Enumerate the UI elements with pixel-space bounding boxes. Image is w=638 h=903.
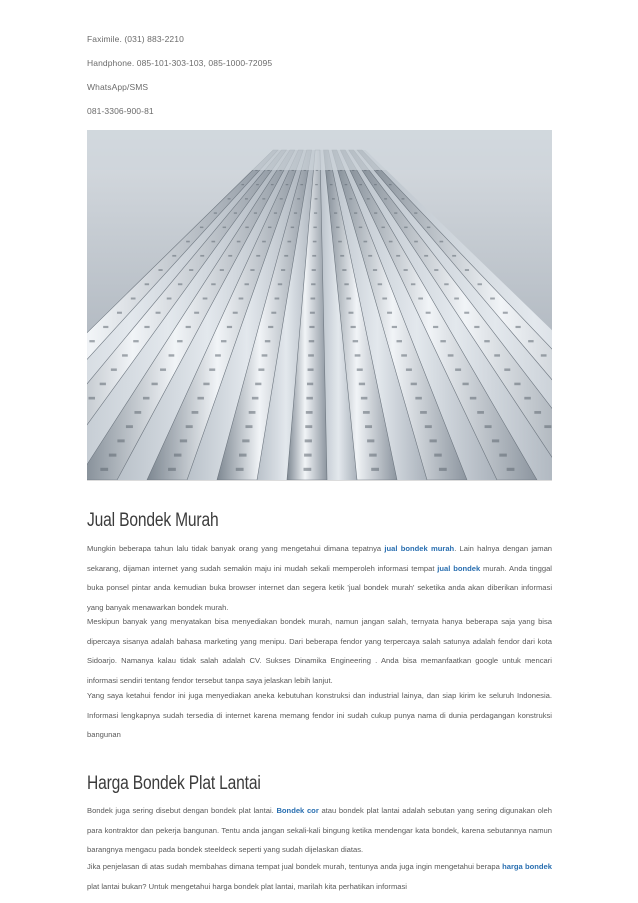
paragraph-text: atau bondek plat lantai adalah sebutan yang sering digunakan oleh para kontraktor dan pekerja bangunan. Tentu anda jangan sekali-kali bingung ketika mendengar kata bondek, karena sebutannya namun barangnya mengacu pada bondek steeldeck seperti yang sudah dijelaskan diatas. [87, 806, 552, 854]
contact-whatsapp-number: 081-3306-900-81 [87, 106, 154, 116]
paragraph-3: Yang saya ketahui fendor ini juga menyediakan aneka kebutuhan konstruksi dan industrial lainya, dan siap kirim ke seluruh Indonesia. Informasi lengkapnya sudah tersedia di internet karena memang fendor ini sudah cukup punya nama di dunia perdagangan konstruksi bangunan [87, 691, 552, 739]
section-title-harga-bondek-plat-lantai: Harga Bondek Plat Lantai [87, 773, 261, 794]
paragraph-2: Meskipun banyak yang menyatakan bisa menyediakan bondek murah, namun jangan salah, ternyata hanya beberapa saja yang bisa dipercaya sisanya adalah bahasa marketing yang menipu. Dari beberapa fendor yang terpercaya salah satunya adalah fendor dari kota Sidoarjo. Namanya kalau tidak salah adalah CV. Sukses Dinamika Engineering . Anda bisa memanfaatkan google untuk mencari informasi sendiri tentang fendor tersebut tanpa saya jelaskan lebih lanjut. [87, 617, 552, 685]
paragraph-1 [87, 539, 552, 617]
link-bondek-cor[interactable]: Bondek cor [276, 806, 319, 815]
paragraph-4 [87, 801, 552, 860]
contact-faximile: Faximile. (031) 883-2210 [87, 34, 184, 44]
paragraph-text: Mungkin beberapa tahun lalu tidak banyak orang yang mengetahui dimana tepatnya [87, 544, 385, 553]
paragraph-text: Jika penjelasan di atas sudah membahas dimana tempat jual bondek murah, tentunya anda juga ingin mengetahui berapa [87, 862, 503, 871]
paragraph-text: plat lantai bukan? Untuk mengetahui harga bondek plat lantai, marilah kita perhatikan informasi [87, 881, 407, 891]
paragraph-5 [87, 857, 552, 897]
paragraph-text: murah. Anda tinggal buka ponsel pintar anda kemudian buka browser internet dan segera ketik 'jual bondek murah' seketika anda akan diberikan informasi yang banyak menawarkan bondek murah. [87, 563, 552, 612]
link-jual-bondek[interactable]: jual bondek [437, 563, 481, 573]
paragraph-text: . Lain halnya dengan jaman sekarang, dijaman internet yang sudah semakin maju ini mudah sekali memperoleh informasi tempat [87, 544, 553, 573]
contact-handphone: Handphone. 085-101-303-103, 085-1000-72095 [87, 58, 273, 68]
paragraph-text: Bondek juga sering disebut dengan bondek plat lantai. [87, 806, 277, 815]
section-title-jual-bondek-murah: Jual Bondek Murah [87, 510, 219, 531]
contact-whatsapp-label: WhatsApp/SMS [87, 82, 149, 92]
link-jual-bondek-murah[interactable]: jual bondek murah [384, 544, 455, 553]
link-harga-bondek[interactable]: harga bondek [502, 862, 552, 871]
steel-deck-illustration [87, 130, 552, 480]
bondek-steel-deck-photo [87, 130, 552, 481]
